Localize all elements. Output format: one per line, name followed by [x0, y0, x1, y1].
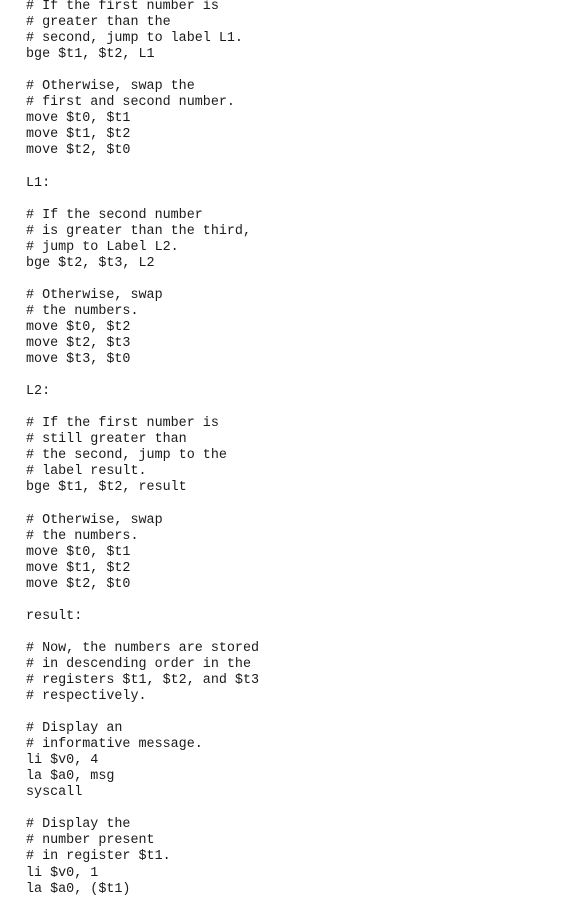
blank-line: [26, 368, 259, 384]
comment-line: # first and second number.: [26, 95, 235, 111]
comment-line: # label result.: [26, 464, 147, 480]
instruction-line: la $a0, msg: [26, 769, 115, 785]
comment-line: # the numbers.: [26, 303, 139, 319]
comment-line: # second, jump to label L1.: [26, 31, 243, 47]
blank-line: [26, 593, 259, 609]
comment-line: # still greater than: [26, 432, 187, 448]
instruction-line: bge $t1, $t2, result: [26, 480, 187, 496]
instruction-line: move $t0, $t1: [26, 111, 131, 127]
blank-line: [26, 496, 259, 512]
comment-line: # in descending order in the: [26, 656, 251, 672]
comment-line: # is greater than the third,: [26, 223, 251, 239]
instruction-line: bge $t2, $t3, L2: [26, 255, 155, 271]
instruction-line: li $v0, 4: [26, 753, 99, 769]
comment-line: # the second, jump to the: [26, 448, 227, 464]
blank-line: [26, 192, 259, 208]
instruction-line: move $t2, $t0: [26, 576, 131, 592]
label-line: L1:: [26, 175, 51, 191]
instruction-line: move $t1, $t2: [26, 127, 131, 143]
comment-line: # number present: [26, 833, 155, 849]
instruction-line: move $t2, $t0: [26, 143, 131, 159]
comment-line: # Display an: [26, 721, 123, 737]
comment-line: # greater than the: [26, 15, 171, 31]
blank-line: [26, 705, 259, 721]
comment-line: # Otherwise, swap: [26, 512, 163, 528]
instruction-line: bge $t1, $t2, L1: [26, 47, 155, 63]
instruction-line: li $v0, 1: [26, 865, 99, 881]
instruction-line: move $t0, $t2: [26, 319, 131, 335]
comment-line: # respectively.: [26, 689, 147, 705]
instruction-line: move $t2, $t3: [26, 335, 131, 351]
instruction-line: syscall: [26, 785, 83, 801]
instruction-line: la $a0, ($t1): [26, 881, 131, 897]
comment-line: # in register $t1.: [26, 849, 171, 865]
code-block: [26, 0, 259, 898]
comment-line: # Now, the numbers are stored: [26, 640, 260, 656]
comment-line: # registers $t1, $t2, and $t3: [26, 672, 260, 688]
comment-line: # informative message.: [26, 737, 203, 753]
blank-line: [26, 272, 259, 288]
comment-line: # If the second number: [26, 207, 203, 223]
blank-line: [26, 625, 259, 641]
comment-line: # Otherwise, swap the: [26, 79, 195, 95]
comment-line: # Display the: [26, 817, 131, 833]
label-line: L2:: [26, 384, 51, 400]
comment-line: # jump to Label L2.: [26, 239, 179, 255]
blank-line: [26, 400, 259, 416]
blank-line: [26, 159, 259, 175]
comment-line: # If the first number is: [26, 416, 219, 432]
instruction-line: move $t3, $t0: [26, 352, 131, 368]
comment-line: # If the first number is: [26, 0, 219, 14]
instruction-line: move $t1, $t2: [26, 560, 131, 576]
label-line: result:: [26, 608, 83, 624]
comment-line: # the numbers.: [26, 528, 139, 544]
blank-line: [26, 801, 259, 817]
comment-line: # Otherwise, swap: [26, 287, 163, 303]
blank-line: [26, 63, 259, 79]
instruction-line: move $t0, $t1: [26, 544, 131, 560]
